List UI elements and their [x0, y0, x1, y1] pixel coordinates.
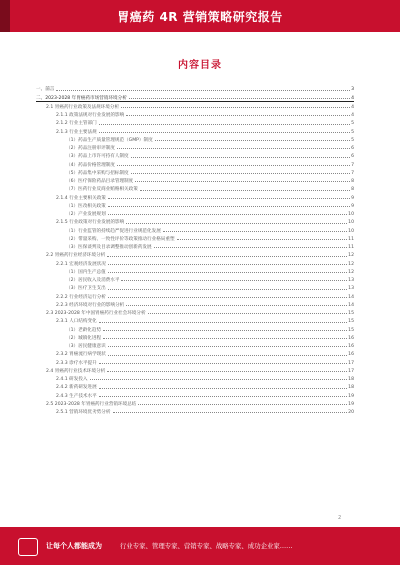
toc-entry[interactable]	[36, 291, 354, 299]
toc-entry-page: 13	[348, 286, 354, 292]
toc-entry-label: （2）带量采购、一致性评价等政策推动行业格局重塑	[66, 236, 175, 242]
toc-entry-label: 二、2023-2028 年胃癌药市场营销环境分析	[36, 95, 127, 101]
toc-entry-page: 18	[348, 377, 354, 382]
toc-leader-dots	[108, 297, 347, 298]
toc-leader-dots	[99, 132, 350, 133]
toc-leader-dots	[177, 239, 348, 240]
toc-entry[interactable]	[36, 275, 354, 283]
toc-entry-page: 7	[351, 170, 354, 176]
toc-entry[interactable]	[36, 308, 354, 316]
table-of-contents	[36, 84, 354, 415]
toc-entry-page: 15	[348, 311, 354, 316]
report-title: 胃癌药 4R 营销策略研究报告	[117, 9, 283, 24]
toc-leader-dots	[108, 272, 347, 273]
toc-leader-dots	[117, 148, 350, 149]
toc-leader-dots	[155, 140, 350, 141]
toc-leader-dots	[113, 412, 348, 413]
toc-entry[interactable]	[36, 225, 354, 233]
toc-entry-page: 19	[348, 393, 354, 399]
toc-entry-label: 2.3.2 胃癌流行病学现状	[56, 352, 106, 358]
toc-entry-page: 15	[348, 319, 354, 325]
toc-entry[interactable]	[36, 341, 354, 349]
toc-entry[interactable]	[36, 349, 354, 357]
toc-leader-dots	[99, 396, 347, 397]
toc-entry-label: 2.3.3 诊疗水平提升	[56, 360, 97, 366]
toc-entry-label: （1）药品生产质量管理规范（GMP）制度	[66, 137, 153, 143]
toc-entry-page: 9	[351, 203, 354, 209]
toc-entry-label: （3）药品上市许可持有人制度	[66, 154, 129, 160]
toc-entry[interactable]	[36, 176, 354, 184]
toc-leader-dots	[108, 264, 347, 265]
toc-entry[interactable]	[36, 151, 354, 159]
toc-entry[interactable]	[36, 374, 354, 382]
toc-entry-label: （2）药品注册审评制度	[66, 146, 115, 151]
toc-entry-label: 2.1 胃癌药行业政策及法规环境分析	[46, 104, 120, 110]
toc-leader-dots	[126, 305, 347, 306]
toc-entry-page: 20	[348, 410, 354, 415]
toc-entry-page: 10	[348, 220, 354, 226]
toc-entry[interactable]	[36, 357, 354, 365]
toc-leader-dots	[163, 231, 347, 232]
toc-leader-dots	[90, 379, 348, 380]
toc-entry-page: 12	[348, 253, 354, 259]
toc-entry-page: 11	[348, 236, 354, 242]
toc-entry-label: 2.4.1 研发投入	[56, 377, 88, 382]
toc-entry-page: 8	[351, 179, 354, 184]
toc-entry[interactable]	[36, 283, 354, 291]
toc-entry[interactable]	[36, 234, 354, 242]
toc-entry-label: （3）医保谈判及目录调整推动创新药发展	[66, 245, 152, 250]
toc-entry-page: 4	[351, 104, 354, 110]
toc-leader-dots	[131, 173, 350, 174]
toc-leader-dots	[154, 247, 348, 248]
toc-leader-dots	[129, 98, 350, 99]
toc-entry[interactable]	[36, 399, 354, 407]
toc-entry-label: （7）医药行业反商业贿赂相关政策	[66, 187, 138, 193]
toc-entry-label: 2.2.2 行业经济运行分析	[56, 294, 106, 300]
toc-entry-label: （2）居民收入及消费水平	[66, 278, 120, 283]
toc-entry[interactable]	[36, 102, 354, 110]
toc-entry[interactable]	[36, 135, 354, 143]
toc-entry-page: 12	[348, 269, 354, 275]
toc-entry[interactable]	[36, 126, 354, 134]
toc-entry-label: 2.5 2023-2028 年胃癌药行业营销环境总结	[46, 401, 137, 407]
toc-entry-page: 15	[348, 327, 354, 333]
toc-entry[interactable]	[36, 110, 354, 118]
toc-entry-page: 13	[348, 278, 354, 283]
header-accent	[0, 0, 10, 32]
toc-entry-page: 5	[351, 137, 354, 143]
toc-leader-dots	[148, 313, 348, 314]
toc-entry[interactable]	[36, 209, 354, 217]
toc-entry[interactable]	[36, 250, 354, 258]
toc-entry-page: 6	[351, 154, 354, 160]
toc-entry[interactable]	[36, 267, 354, 275]
toc-entry-label: 2.2.1 宏观经济发展状况	[56, 261, 106, 267]
toc-leader-dots	[131, 157, 350, 158]
toc-entry-page: 16	[348, 352, 354, 358]
toc-entry[interactable]	[36, 390, 354, 398]
toc-entry-page: 5	[351, 121, 354, 127]
toc-entry-page: 17	[348, 360, 354, 366]
toc-entry-label: 2.1.1 政策法规对行业发展的影响	[56, 113, 125, 118]
toc-leader-dots	[108, 214, 347, 215]
toc-entry[interactable]	[36, 168, 354, 176]
toc-entry-label: 2.3.1 人口结构变化	[56, 319, 97, 325]
toc-entry-label: （1）行业监管的持续趋严促进行业规范化发展	[66, 228, 161, 234]
toc-leader-dots	[99, 124, 350, 125]
toc-leader-dots	[140, 190, 350, 191]
toc-leader-dots	[107, 371, 347, 372]
toc-leader-dots	[126, 115, 350, 116]
toc-entry[interactable]	[36, 300, 354, 308]
toc-entry-label: （2）城镇化进程	[66, 335, 102, 341]
toc-entry-page: 5	[351, 129, 354, 135]
toc-entry[interactable]	[36, 217, 354, 225]
toc-entry[interactable]	[36, 84, 354, 92]
toc-heading: 内容目录	[178, 60, 222, 71]
toc-entry[interactable]	[36, 366, 354, 374]
toc-entry[interactable]	[36, 118, 354, 126]
toc-entry[interactable]	[36, 316, 354, 324]
toc-leader-dots	[108, 289, 347, 290]
toc-entry-label: 2.1.4 行业主要相关政策	[56, 195, 106, 201]
footer-banner	[0, 527, 400, 565]
toc-entry-label: （6）医疗保险药品目录管理制度	[66, 179, 134, 184]
toc-leader-dots	[117, 165, 350, 166]
toc-entry-page: 14	[348, 302, 354, 308]
toc-entry-label: 2.1.2 行业主管部门	[56, 121, 97, 127]
toc-entry-label: 2.4.3 生产技术水平	[56, 393, 97, 399]
footer-roles: 行业专家、管理专家、营销专家、战略专家、成功企业家……	[120, 542, 293, 550]
footer-cta: 让每个人都能成为	[46, 542, 102, 550]
toc-entry-label: 2.4 胃癌药行业技术环境分析	[46, 368, 106, 374]
toc-entry[interactable]	[36, 242, 354, 250]
toc-entry[interactable]	[36, 258, 354, 266]
toc-entry-label: （5）药品集中采购与招标制度	[66, 170, 129, 176]
toc-entry-label: 2.2 胃癌药行业经济环境分析	[46, 253, 106, 259]
toc-leader-dots	[121, 107, 350, 108]
toc-entry-label: （3）居民健康意识	[66, 344, 106, 349]
toc-entry-label: 2.3 2023-2028 年中国胃癌药行业社会环境分析	[46, 311, 146, 316]
toc-entry[interactable]	[36, 407, 354, 415]
toc-leader-dots	[56, 90, 350, 91]
toc-entry-page: 19	[348, 401, 354, 407]
toc-entry-label: （1）国内生产总值	[66, 269, 106, 275]
toc-entry-page: 10	[348, 212, 354, 217]
report-header	[0, 0, 400, 32]
toc-entry-page: 12	[348, 261, 354, 267]
toc-leader-dots	[107, 256, 347, 257]
toc-entry-page: 16	[348, 335, 354, 341]
toc-entry-label: （1）医改相关政策	[66, 203, 106, 209]
toc-entry-label: 2.2.3 经济环境对行业的影响分析	[56, 302, 125, 308]
brand-logo-icon	[18, 538, 38, 556]
toc-entry-label: 2.5.1 营销环境优劣势分析	[56, 410, 111, 415]
toc-leader-dots	[108, 206, 350, 207]
toc-entry-label: （1）老龄化趋势	[66, 327, 102, 333]
toc-entry-page: 9	[351, 195, 354, 201]
toc-leader-dots	[108, 346, 347, 347]
toc-entry-page: 10	[348, 228, 354, 234]
toc-entry-page: 14	[348, 294, 354, 300]
toc-entry[interactable]	[36, 382, 354, 390]
toc-entry-page: 11	[348, 245, 354, 250]
toc-entry-page: 16	[348, 344, 354, 349]
toc-entry[interactable]	[36, 159, 354, 167]
toc-entry[interactable]	[36, 92, 354, 101]
toc-leader-dots	[138, 404, 347, 405]
toc-entry[interactable]	[36, 192, 354, 200]
toc-leader-dots	[103, 338, 347, 339]
toc-entry-label: （2）产业发展规划	[66, 212, 106, 217]
toc-entry-page: 8	[351, 187, 354, 193]
toc-entry[interactable]	[36, 324, 354, 332]
toc-entry-page: 4	[351, 95, 354, 101]
toc-entry[interactable]	[36, 184, 354, 192]
toc-entry-label: 2.4.2 新药研发进展	[56, 385, 97, 391]
toc-leader-dots	[121, 280, 347, 281]
toc-entry-label: （4）药品价格管理制度	[66, 162, 115, 168]
toc-entry-label: 一、前言	[36, 87, 55, 93]
toc-entry[interactable]	[36, 201, 354, 209]
toc-entry[interactable]	[36, 143, 354, 151]
toc-leader-dots	[99, 388, 347, 389]
page-number: 2	[338, 515, 342, 521]
toc-leader-dots	[135, 181, 350, 182]
toc-entry-label: 2.1.5 行业政策对行业发展的影响	[56, 220, 125, 226]
toc-leader-dots	[108, 198, 350, 199]
toc-entry-page: 17	[348, 368, 354, 374]
toc-leader-dots	[108, 355, 347, 356]
toc-leader-dots	[99, 322, 347, 323]
toc-entry-page: 4	[351, 113, 354, 118]
toc-entry-page: 3	[351, 87, 354, 93]
toc-entry-page: 7	[351, 162, 354, 168]
toc-entry-page: 6	[351, 146, 354, 151]
toc-entry-page: 18	[348, 385, 354, 391]
toc-entry-label: （3）医疗卫生支出	[66, 286, 106, 292]
toc-leader-dots	[99, 363, 347, 364]
toc-leader-dots	[103, 330, 347, 331]
toc-entry-label: 2.1.3 行业主要法规	[56, 129, 97, 135]
toc-entry[interactable]	[36, 333, 354, 341]
toc-leader-dots	[126, 223, 347, 224]
